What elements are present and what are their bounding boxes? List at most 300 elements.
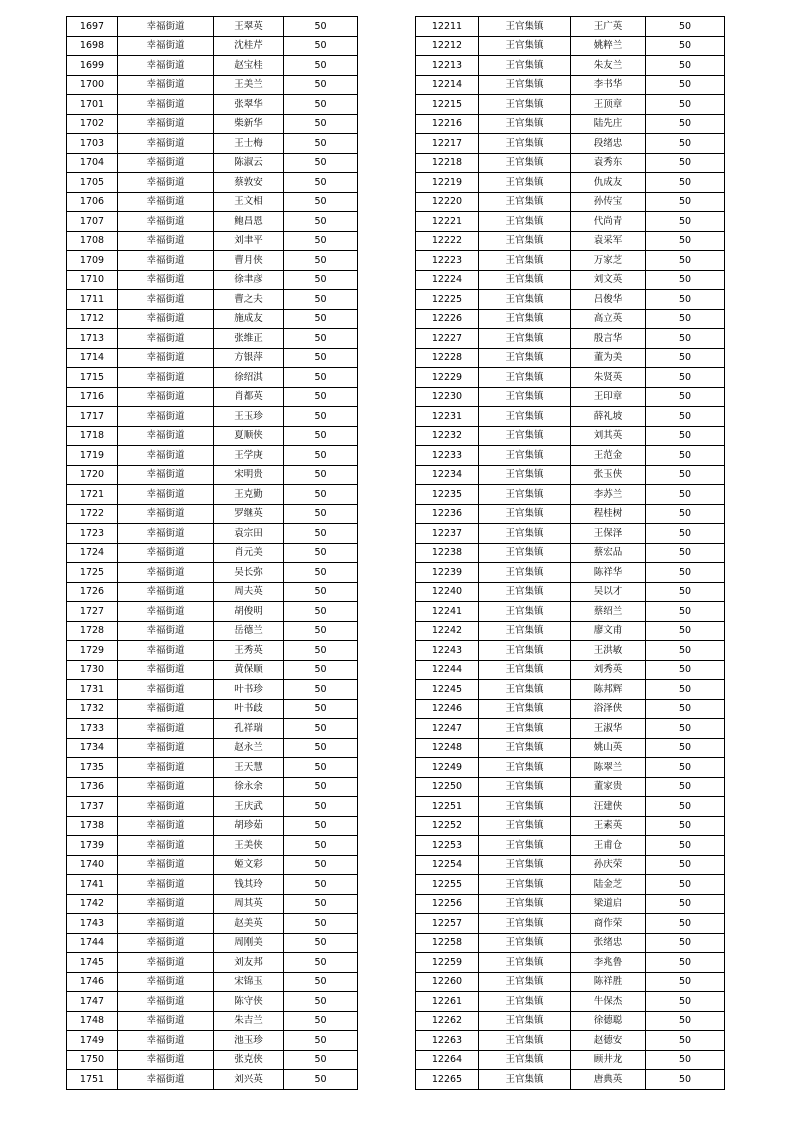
id-cell: 12222 <box>416 231 479 251</box>
id-cell: 12231 <box>416 407 479 427</box>
amount-cell: 50 <box>284 56 358 76</box>
table-row <box>67 758 358 778</box>
table-row <box>416 816 725 836</box>
area-cell: 幸福街道 <box>118 95 214 115</box>
amount-cell: 50 <box>646 563 725 583</box>
table-row <box>416 251 725 271</box>
id-cell: 12217 <box>416 134 479 154</box>
table-row <box>67 387 358 407</box>
table-row <box>67 465 358 485</box>
name-cell: 王庆武 <box>214 797 284 817</box>
amount-cell: 50 <box>284 758 358 778</box>
name-cell: 牛保杰 <box>571 992 646 1012</box>
table-row <box>67 446 358 466</box>
table-row <box>416 1050 725 1070</box>
table-row <box>67 329 358 349</box>
area-cell: 幸福街道 <box>118 270 214 290</box>
table-row <box>67 95 358 115</box>
area-cell: 王官集镇 <box>479 153 571 173</box>
name-cell: 唐典英 <box>571 1070 646 1090</box>
id-cell: 1742 <box>67 894 118 914</box>
table-row <box>67 680 358 700</box>
area-cell: 幸福街道 <box>118 231 214 251</box>
area-cell: 幸福街道 <box>118 212 214 232</box>
area-cell: 王官集镇 <box>479 719 571 739</box>
id-cell: 12233 <box>416 446 479 466</box>
table-row <box>416 407 725 427</box>
id-cell: 1732 <box>67 699 118 719</box>
id-cell: 12220 <box>416 192 479 212</box>
table-row <box>416 309 725 329</box>
table-row <box>67 270 358 290</box>
area-cell: 王官集镇 <box>479 134 571 154</box>
id-cell: 12254 <box>416 855 479 875</box>
area-cell: 幸福街道 <box>118 992 214 1012</box>
amount-cell: 50 <box>284 582 358 602</box>
id-cell: 12238 <box>416 543 479 563</box>
id-cell: 12213 <box>416 56 479 76</box>
amount-cell: 50 <box>646 426 725 446</box>
id-cell: 1750 <box>67 1050 118 1070</box>
id-cell: 12241 <box>416 602 479 622</box>
id-cell: 12221 <box>416 212 479 232</box>
id-cell: 1706 <box>67 192 118 212</box>
amount-cell: 50 <box>284 387 358 407</box>
amount-cell: 50 <box>284 192 358 212</box>
name-cell: 徐德聪 <box>571 1011 646 1031</box>
table-row <box>67 368 358 388</box>
name-cell: 段绪忠 <box>571 134 646 154</box>
id-cell: 12259 <box>416 953 479 973</box>
id-cell: 1699 <box>67 56 118 76</box>
id-cell: 1748 <box>67 1011 118 1031</box>
amount-cell: 50 <box>646 270 725 290</box>
name-cell: 王克勤 <box>214 485 284 505</box>
table-row <box>416 836 725 856</box>
amount-cell: 50 <box>646 953 725 973</box>
id-cell: 1741 <box>67 875 118 895</box>
id-cell: 1716 <box>67 387 118 407</box>
id-cell: 1715 <box>67 368 118 388</box>
amount-cell: 50 <box>284 1031 358 1051</box>
amount-cell: 50 <box>284 270 358 290</box>
amount-cell: 50 <box>284 621 358 641</box>
area-cell: 王官集镇 <box>479 309 571 329</box>
id-cell: 1725 <box>67 563 118 583</box>
amount-cell: 50 <box>646 972 725 992</box>
name-cell: 宋锦玉 <box>214 972 284 992</box>
name-cell: 肖元美 <box>214 543 284 563</box>
area-cell: 王官集镇 <box>479 387 571 407</box>
area-cell: 幸福街道 <box>118 251 214 271</box>
area-cell: 幸福街道 <box>118 290 214 310</box>
name-cell: 周其英 <box>214 894 284 914</box>
area-cell: 王官集镇 <box>479 95 571 115</box>
area-cell: 王官集镇 <box>479 699 571 719</box>
table-row <box>416 543 725 563</box>
name-cell: 张绪忠 <box>571 933 646 953</box>
amount-cell: 50 <box>646 368 725 388</box>
amount-cell: 50 <box>646 524 725 544</box>
area-cell: 幸福街道 <box>118 563 214 583</box>
id-cell: 12265 <box>416 1070 479 1090</box>
id-cell: 12224 <box>416 270 479 290</box>
table-row <box>67 816 358 836</box>
area-cell: 王官集镇 <box>479 114 571 134</box>
amount-cell: 50 <box>646 95 725 115</box>
id-cell: 1717 <box>67 407 118 427</box>
table-row <box>67 251 358 271</box>
amount-cell: 50 <box>646 836 725 856</box>
amount-cell: 50 <box>646 1011 725 1031</box>
area-cell: 王官集镇 <box>479 933 571 953</box>
table-row <box>416 485 725 505</box>
table-row <box>67 114 358 134</box>
name-cell: 朱贤英 <box>571 368 646 388</box>
name-cell: 姚山英 <box>571 738 646 758</box>
name-cell: 王美兰 <box>214 75 284 95</box>
name-cell: 蔡绍兰 <box>571 602 646 622</box>
name-cell: 朱吉兰 <box>214 1011 284 1031</box>
name-cell: 汪建侠 <box>571 797 646 817</box>
id-cell: 12252 <box>416 816 479 836</box>
area-cell: 王官集镇 <box>479 641 571 661</box>
area-cell: 王官集镇 <box>479 75 571 95</box>
table-row <box>67 641 358 661</box>
area-cell: 王官集镇 <box>479 1011 571 1031</box>
table-row <box>67 504 358 524</box>
amount-cell: 50 <box>646 680 725 700</box>
id-cell: 1697 <box>67 17 118 37</box>
amount-cell: 50 <box>284 485 358 505</box>
area-cell: 幸福街道 <box>118 56 214 76</box>
name-cell: 池玉珍 <box>214 1031 284 1051</box>
id-cell: 12239 <box>416 563 479 583</box>
amount-cell: 50 <box>646 933 725 953</box>
id-cell: 12262 <box>416 1011 479 1031</box>
id-cell: 12232 <box>416 426 479 446</box>
area-cell: 幸福街道 <box>118 660 214 680</box>
name-cell: 张翠华 <box>214 95 284 115</box>
amount-cell: 50 <box>284 719 358 739</box>
table-row <box>416 933 725 953</box>
amount-cell: 50 <box>284 855 358 875</box>
id-cell: 12258 <box>416 933 479 953</box>
table-row <box>67 953 358 973</box>
table-row <box>416 719 725 739</box>
table-row <box>67 192 358 212</box>
area-cell: 幸福街道 <box>118 387 214 407</box>
name-cell: 王洪敏 <box>571 641 646 661</box>
table-row <box>416 95 725 115</box>
table-row <box>67 797 358 817</box>
name-cell: 徐永余 <box>214 777 284 797</box>
table-row <box>416 231 725 251</box>
area-cell: 王官集镇 <box>479 660 571 680</box>
name-cell: 仇成友 <box>571 173 646 193</box>
name-cell: 王秀英 <box>214 641 284 661</box>
table-row <box>67 134 358 154</box>
name-cell: 鲍昌恩 <box>214 212 284 232</box>
name-cell: 吕俊华 <box>571 290 646 310</box>
name-cell: 刘文英 <box>571 270 646 290</box>
amount-cell: 50 <box>284 563 358 583</box>
area-cell: 幸福街道 <box>118 75 214 95</box>
name-cell: 吴长弥 <box>214 563 284 583</box>
table-row <box>416 270 725 290</box>
name-cell: 胡珍茹 <box>214 816 284 836</box>
table-row <box>67 914 358 934</box>
table-row <box>67 56 358 76</box>
area-cell: 王官集镇 <box>479 914 571 934</box>
amount-cell: 50 <box>284 368 358 388</box>
area-cell: 王官集镇 <box>479 270 571 290</box>
name-cell: 董家贵 <box>571 777 646 797</box>
area-cell: 王官集镇 <box>479 368 571 388</box>
amount-cell: 50 <box>284 875 358 895</box>
id-cell: 1707 <box>67 212 118 232</box>
table-row <box>416 1011 725 1031</box>
name-cell: 姚粹兰 <box>571 36 646 56</box>
table-row <box>67 1050 358 1070</box>
area-cell: 王官集镇 <box>479 504 571 524</box>
table-row <box>67 36 358 56</box>
table-row <box>416 602 725 622</box>
id-cell: 12245 <box>416 680 479 700</box>
area-cell: 王官集镇 <box>479 1031 571 1051</box>
amount-cell: 50 <box>646 660 725 680</box>
name-cell: 叶书歧 <box>214 699 284 719</box>
table-row <box>67 933 358 953</box>
name-cell: 袁秀东 <box>571 153 646 173</box>
id-cell: 12212 <box>416 36 479 56</box>
area-cell: 王官集镇 <box>479 621 571 641</box>
amount-cell: 50 <box>646 290 725 310</box>
id-cell: 12214 <box>416 75 479 95</box>
id-cell: 1718 <box>67 426 118 446</box>
name-cell: 赵德安 <box>571 1031 646 1051</box>
name-cell: 方银萍 <box>214 348 284 368</box>
name-cell: 陆金芝 <box>571 875 646 895</box>
name-cell: 钱其玲 <box>214 875 284 895</box>
name-cell: 王文相 <box>214 192 284 212</box>
right-roster-body <box>416 17 725 1090</box>
id-cell: 1722 <box>67 504 118 524</box>
id-cell: 1743 <box>67 914 118 934</box>
id-cell: 1709 <box>67 251 118 271</box>
amount-cell: 50 <box>646 758 725 778</box>
amount-cell: 50 <box>646 816 725 836</box>
id-cell: 1698 <box>67 36 118 56</box>
id-cell: 1703 <box>67 134 118 154</box>
id-cell: 1702 <box>67 114 118 134</box>
table-row <box>67 660 358 680</box>
name-cell: 刘兴英 <box>214 1070 284 1090</box>
area-cell: 王官集镇 <box>479 17 571 37</box>
table-row <box>67 75 358 95</box>
id-cell: 12237 <box>416 524 479 544</box>
table-row <box>416 173 725 193</box>
name-cell: 陆先庄 <box>571 114 646 134</box>
name-cell: 顾井龙 <box>571 1050 646 1070</box>
area-cell: 幸福街道 <box>118 582 214 602</box>
area-cell: 幸福街道 <box>118 875 214 895</box>
id-cell: 12235 <box>416 485 479 505</box>
id-cell: 1700 <box>67 75 118 95</box>
name-cell: 袁宗田 <box>214 524 284 544</box>
id-cell: 1730 <box>67 660 118 680</box>
amount-cell: 50 <box>284 446 358 466</box>
amount-cell: 50 <box>284 524 358 544</box>
amount-cell: 50 <box>646 134 725 154</box>
amount-cell: 50 <box>284 348 358 368</box>
area-cell: 幸福街道 <box>118 1011 214 1031</box>
area-cell: 幸福街道 <box>118 719 214 739</box>
table-row <box>416 387 725 407</box>
name-cell: 王美侠 <box>214 836 284 856</box>
name-cell: 李书华 <box>571 75 646 95</box>
name-cell: 王翠英 <box>214 17 284 37</box>
table-row <box>67 309 358 329</box>
amount-cell: 50 <box>284 641 358 661</box>
area-cell: 幸福街道 <box>118 933 214 953</box>
area-cell: 幸福街道 <box>118 348 214 368</box>
area-cell: 幸福街道 <box>118 524 214 544</box>
area-cell: 王官集镇 <box>479 894 571 914</box>
table-row <box>67 348 358 368</box>
id-cell: 12211 <box>416 17 479 37</box>
right-roster-table <box>415 16 725 1090</box>
area-cell: 王官集镇 <box>479 290 571 310</box>
area-cell: 幸福街道 <box>118 953 214 973</box>
amount-cell: 50 <box>646 173 725 193</box>
table-row <box>67 1011 358 1031</box>
table-row <box>67 602 358 622</box>
table-row <box>416 699 725 719</box>
name-cell: 陈翠兰 <box>571 758 646 778</box>
id-cell: 1749 <box>67 1031 118 1051</box>
table-row <box>416 465 725 485</box>
area-cell: 幸福街道 <box>118 855 214 875</box>
table-row <box>416 660 725 680</box>
id-cell: 12227 <box>416 329 479 349</box>
name-cell: 施成友 <box>214 309 284 329</box>
amount-cell: 50 <box>646 192 725 212</box>
id-cell: 12236 <box>416 504 479 524</box>
id-cell: 12264 <box>416 1050 479 1070</box>
amount-cell: 50 <box>646 855 725 875</box>
name-cell: 陈淑云 <box>214 153 284 173</box>
table-row <box>67 836 358 856</box>
name-cell: 沈桂芹 <box>214 36 284 56</box>
table-row <box>416 992 725 1012</box>
amount-cell: 50 <box>284 914 358 934</box>
name-cell: 代尚青 <box>571 212 646 232</box>
amount-cell: 50 <box>646 777 725 797</box>
area-cell: 幸福街道 <box>118 777 214 797</box>
id-cell: 12215 <box>416 95 479 115</box>
name-cell: 肖都英 <box>214 387 284 407</box>
name-cell: 商作荣 <box>571 914 646 934</box>
amount-cell: 50 <box>284 777 358 797</box>
id-cell: 12228 <box>416 348 479 368</box>
name-cell: 李苏兰 <box>571 485 646 505</box>
id-cell: 1721 <box>67 485 118 505</box>
name-cell: 程桂树 <box>571 504 646 524</box>
id-cell: 1719 <box>67 446 118 466</box>
amount-cell: 50 <box>284 894 358 914</box>
table-row <box>416 504 725 524</box>
amount-cell: 50 <box>284 816 358 836</box>
id-cell: 1723 <box>67 524 118 544</box>
table-row <box>67 173 358 193</box>
amount-cell: 50 <box>646 719 725 739</box>
area-cell: 幸福街道 <box>118 446 214 466</box>
name-cell: 王印章 <box>571 387 646 407</box>
area-cell: 王官集镇 <box>479 563 571 583</box>
table-row <box>416 641 725 661</box>
table-row <box>67 777 358 797</box>
area-cell: 幸福街道 <box>118 816 214 836</box>
amount-cell: 50 <box>284 329 358 349</box>
table-row <box>67 621 358 641</box>
table-row <box>416 36 725 56</box>
table-row <box>67 582 358 602</box>
name-cell: 薛礼坡 <box>571 407 646 427</box>
id-cell: 12257 <box>416 914 479 934</box>
id-cell: 1726 <box>67 582 118 602</box>
id-cell: 12234 <box>416 465 479 485</box>
id-cell: 12260 <box>416 972 479 992</box>
name-cell: 陈邦辉 <box>571 680 646 700</box>
id-cell: 12251 <box>416 797 479 817</box>
area-cell: 王官集镇 <box>479 738 571 758</box>
name-cell: 罗继英 <box>214 504 284 524</box>
amount-cell: 50 <box>284 212 358 232</box>
amount-cell: 50 <box>284 1011 358 1031</box>
amount-cell: 50 <box>646 56 725 76</box>
id-cell: 1736 <box>67 777 118 797</box>
id-cell: 12229 <box>416 368 479 388</box>
left-roster-table <box>66 16 358 1090</box>
area-cell: 幸福街道 <box>118 972 214 992</box>
name-cell: 姬文彩 <box>214 855 284 875</box>
amount-cell: 50 <box>646 348 725 368</box>
amount-cell: 50 <box>284 699 358 719</box>
id-cell: 1728 <box>67 621 118 641</box>
area-cell: 王官集镇 <box>479 329 571 349</box>
area-cell: 王官集镇 <box>479 56 571 76</box>
table-row <box>416 563 725 583</box>
table-row <box>416 329 725 349</box>
name-cell: 梁道启 <box>571 894 646 914</box>
amount-cell: 50 <box>646 582 725 602</box>
area-cell: 幸福街道 <box>118 1031 214 1051</box>
amount-cell: 50 <box>284 1050 358 1070</box>
name-cell: 王玉珍 <box>214 407 284 427</box>
left-roster-body <box>67 17 358 1090</box>
id-cell: 1729 <box>67 641 118 661</box>
amount-cell: 50 <box>284 153 358 173</box>
name-cell: 孙庆荣 <box>571 855 646 875</box>
area-cell: 王官集镇 <box>479 173 571 193</box>
area-cell: 王官集镇 <box>479 446 571 466</box>
name-cell: 刘秀英 <box>571 660 646 680</box>
area-cell: 王官集镇 <box>479 875 571 895</box>
table-row <box>416 348 725 368</box>
amount-cell: 50 <box>284 231 358 251</box>
table-row <box>67 992 358 1012</box>
